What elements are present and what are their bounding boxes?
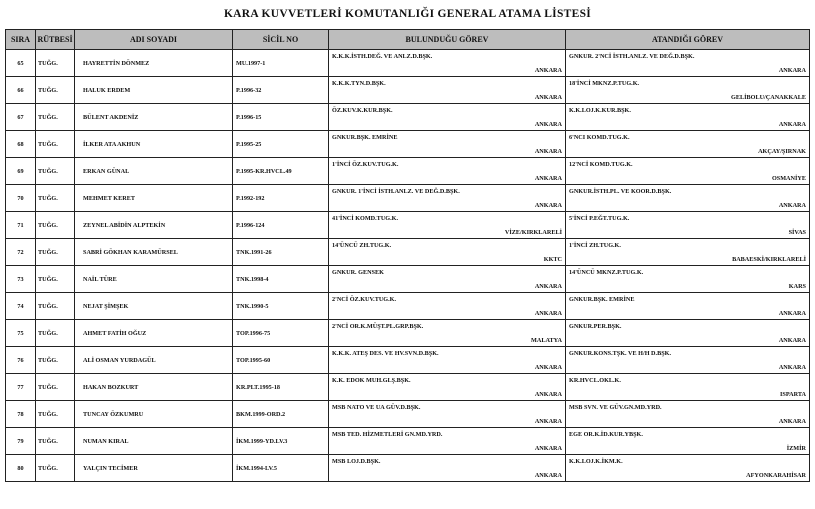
cell-sicil-no: KR.PLT.1995-18 — [233, 374, 329, 401]
unit-text: MSB TED. HİZMETLERİ GN.MD.YRD. — [332, 431, 443, 438]
city-text: ANKARA — [778, 121, 806, 128]
cell-sira: 75 — [6, 320, 36, 347]
cell-sicil-no: TOP.1996-75 — [233, 320, 329, 347]
unit-text: KR.HVCL.OKL.K. — [569, 377, 621, 384]
cell-adi-soyadi: TUNCAY ÖZKUMRU — [75, 401, 233, 428]
cell-sira: 71 — [6, 212, 36, 239]
city-text: AKÇAY/ŞIRNAK — [758, 148, 806, 155]
cell-sicil-no: P.1995-KR.HVCL.49 — [233, 158, 329, 185]
header-rutbesi: RÜTBESİ — [36, 30, 75, 50]
table-header — [6, 30, 810, 50]
cell-adi-soyadi: BÜLENT AKDENİZ — [75, 104, 233, 131]
unit-text: 18'İNCİ MKNZ.P.TUG.K. — [569, 80, 640, 87]
cell-adi-soyadi: AHMET FATİH OĞUZ — [75, 320, 233, 347]
unit-text: ÖZ.KUV.K.KUR.BŞK. — [332, 107, 393, 114]
cell-rutbe: TUĞG. — [36, 320, 75, 347]
city-text: AFYONKARAHİSAR — [746, 472, 806, 479]
table-row — [6, 104, 810, 131]
cell-bulundugu-gorev — [329, 158, 566, 185]
city-text: ANKARA — [534, 283, 562, 290]
table-row — [6, 428, 810, 455]
cell-bulundugu-gorev — [329, 131, 566, 158]
city-text: ANKARA — [778, 310, 806, 317]
cell-atandigi-gorev — [566, 212, 810, 239]
unit-text: 14'ÜNCÜ ZH.TUG.K. — [332, 242, 392, 249]
table-row — [6, 347, 810, 374]
city-text: ANKARA — [534, 67, 562, 74]
table-row — [6, 185, 810, 212]
cell-atandigi-gorev — [566, 131, 810, 158]
assignment-table — [5, 29, 810, 482]
header-row — [6, 30, 810, 50]
cell-sicil-no: TOP.1995-60 — [233, 347, 329, 374]
city-text: ANKARA — [534, 472, 562, 479]
city-text: ANKARA — [778, 67, 806, 74]
cell-bulundugu-gorev — [329, 401, 566, 428]
cell-rutbe: TUĞG. — [36, 293, 75, 320]
city-text: ANKARA — [534, 445, 562, 452]
unit-text: GNKUR.BŞK. EMRİNE — [569, 296, 635, 303]
unit-text: GNKUR.BŞK. EMRİNE — [332, 134, 398, 141]
cell-bulundugu-gorev — [329, 185, 566, 212]
cell-rutbe: TUĞG. — [36, 239, 75, 266]
unit-text: MSB LOJ.D.BŞK. — [332, 458, 381, 465]
unit-text: K.K. EDOK MUH.GLŞ.BŞK. — [332, 377, 411, 384]
unit-text: MSB NATO VE UA GÜV.D.BŞK. — [332, 404, 421, 411]
unit-text: GNKUR. GENSEK — [332, 269, 384, 276]
city-text: ANKARA — [534, 418, 562, 425]
cell-adi-soyadi: ALİ OSMAN YURDAGÜL — [75, 347, 233, 374]
table-row — [6, 212, 810, 239]
cell-bulundugu-gorev — [329, 77, 566, 104]
unit-text: K.K.K.İSTH.DEĞ. VE ANLZ.D.BŞK. — [332, 53, 433, 60]
unit-text: 1'İNCİ ÖZ.KUV.TUG.K. — [332, 161, 399, 168]
cell-bulundugu-gorev — [329, 374, 566, 401]
city-text: ANKARA — [778, 418, 806, 425]
cell-atandigi-gorev — [566, 293, 810, 320]
cell-atandigi-gorev — [566, 401, 810, 428]
cell-sira: 67 — [6, 104, 36, 131]
unit-text: 6'NCI KOMD.TUG.K. — [569, 134, 630, 141]
cell-atandigi-gorev — [566, 428, 810, 455]
cell-sira: 66 — [6, 77, 36, 104]
cell-sira: 77 — [6, 374, 36, 401]
city-text: ANKARA — [534, 310, 562, 317]
cell-adi-soyadi: ERKAN GÜNAL — [75, 158, 233, 185]
city-text: BABAESKİ/KIRKLARELİ — [732, 256, 806, 263]
cell-atandigi-gorev — [566, 104, 810, 131]
city-text: KKTC — [543, 256, 562, 263]
cell-adi-soyadi: HAKAN BOZKURT — [75, 374, 233, 401]
header-sicil-no: SİCİL NO — [233, 30, 329, 50]
table-row — [6, 401, 810, 428]
header-sira: SIRA — [6, 30, 36, 50]
table-row — [6, 374, 810, 401]
city-text: SİVAS — [788, 229, 806, 236]
cell-sicil-no: TNK.1998-4 — [233, 266, 329, 293]
city-text: ANKARA — [534, 364, 562, 371]
unit-text: GNKUR. 1'İNCİ İSTH.ANLZ. VE DEĞ.D.BŞK. — [332, 188, 460, 195]
cell-sicil-no: İKM.1994-LV.5 — [233, 455, 329, 482]
city-text: ANKARA — [534, 121, 562, 128]
unit-text: 2'NCİ ÖZ.KUV.TUG.K. — [332, 296, 397, 303]
cell-sicil-no: P.1996-124 — [233, 212, 329, 239]
unit-text: 5'İNCİ P.EĞT.TUG.K. — [569, 215, 630, 222]
cell-atandigi-gorev — [566, 158, 810, 185]
cell-rutbe: TUĞG. — [36, 212, 75, 239]
cell-sira: 70 — [6, 185, 36, 212]
unit-text: 41'İNCİ KOMD.TUG.K. — [332, 215, 399, 222]
table-row — [6, 77, 810, 104]
cell-rutbe: TUĞG. — [36, 104, 75, 131]
cell-sicil-no: P.1995-25 — [233, 131, 329, 158]
cell-bulundugu-gorev — [329, 428, 566, 455]
cell-atandigi-gorev — [566, 320, 810, 347]
city-text: ANKARA — [534, 202, 562, 209]
cell-rutbe: TUĞG. — [36, 266, 75, 293]
cell-sicil-no: BKM.1999-ORD.2 — [233, 401, 329, 428]
cell-adi-soyadi: NAİL TÜRE — [75, 266, 233, 293]
cell-sicil-no: MU.1997-1 — [233, 50, 329, 77]
cell-rutbe: TUĞG. — [36, 401, 75, 428]
cell-adi-soyadi: İLKER ATA AKHUN — [75, 131, 233, 158]
cell-adi-soyadi: NUMAN KIRAL — [75, 428, 233, 455]
cell-adi-soyadi: HAYRETTİN DÖNMEZ — [75, 50, 233, 77]
cell-atandigi-gorev — [566, 77, 810, 104]
cell-sicil-no: TNK.1990-5 — [233, 293, 329, 320]
cell-rutbe: TUĞG. — [36, 77, 75, 104]
header-adi-soyadi: ADI SOYADI — [75, 30, 233, 50]
unit-text: K.K.LOJ.K.İKM.K. — [569, 458, 623, 465]
cell-sira: 79 — [6, 428, 36, 455]
cell-rutbe: TUĞG. — [36, 428, 75, 455]
cell-bulundugu-gorev — [329, 212, 566, 239]
city-text: İZMİR — [786, 445, 806, 452]
cell-bulundugu-gorev — [329, 293, 566, 320]
cell-atandigi-gorev — [566, 455, 810, 482]
cell-sicil-no: P.1996-32 — [233, 77, 329, 104]
cell-atandigi-gorev — [566, 50, 810, 77]
table-row — [6, 293, 810, 320]
cell-rutbe: TUĞG. — [36, 185, 75, 212]
city-text: OSMANİYE — [771, 175, 806, 182]
unit-text: 12'NCİ KOMD.TUG.K. — [569, 161, 633, 168]
cell-adi-soyadi: NEJAT ŞİMŞEK — [75, 293, 233, 320]
cell-atandigi-gorev — [566, 374, 810, 401]
cell-sicil-no: P.1996-15 — [233, 104, 329, 131]
cell-atandigi-gorev — [566, 266, 810, 293]
cell-sira: 74 — [6, 293, 36, 320]
unit-text: GNKUR.KONS.TŞK. VE H/H D.BŞK. — [569, 350, 671, 357]
cell-sicil-no: TNK.1991-26 — [233, 239, 329, 266]
cell-bulundugu-gorev — [329, 320, 566, 347]
city-text: ANKARA — [534, 391, 562, 398]
table-body — [6, 50, 810, 482]
city-text: ISPARTA — [779, 391, 806, 398]
cell-bulundugu-gorev — [329, 104, 566, 131]
cell-sicil-no: P.1992-192 — [233, 185, 329, 212]
cell-sira: 65 — [6, 50, 36, 77]
cell-sira: 78 — [6, 401, 36, 428]
unit-text: K.K.K.TYN.D.BŞK. — [332, 80, 386, 87]
cell-sira: 68 — [6, 131, 36, 158]
city-text: ANKARA — [534, 94, 562, 101]
city-text: KARS — [788, 283, 806, 290]
cell-rutbe: TUĞG. — [36, 347, 75, 374]
header-atandigi-gorev: ATANDIĞI GÖREV — [566, 30, 810, 50]
table-row — [6, 158, 810, 185]
table-row — [6, 239, 810, 266]
cell-sira: 76 — [6, 347, 36, 374]
table-row — [6, 455, 810, 482]
cell-adi-soyadi: HALUK ERDEM — [75, 77, 233, 104]
cell-sira: 73 — [6, 266, 36, 293]
unit-text: GNKUR.PER.BŞK. — [569, 323, 622, 330]
table-row — [6, 131, 810, 158]
unit-text: MSB SVN. VE GÜV.GN.MD.YRD. — [569, 404, 662, 411]
unit-text: 14'ÜNCÜ MKNZ.P.TUG.K. — [569, 269, 644, 276]
table-row — [6, 50, 810, 77]
cell-atandigi-gorev — [566, 347, 810, 374]
cell-bulundugu-gorev — [329, 347, 566, 374]
cell-rutbe: TUĞG. — [36, 374, 75, 401]
cell-sira: 72 — [6, 239, 36, 266]
cell-bulundugu-gorev — [329, 455, 566, 482]
cell-adi-soyadi: ZEYNEL ABİDİN ALPTEKİN — [75, 212, 233, 239]
header-bulundugu-gorev: BULUNDUĞU GÖREV — [329, 30, 566, 50]
table-row — [6, 266, 810, 293]
unit-text: 2'NCİ OR.K.MÜŞT.PL.GRP.BŞK. — [332, 323, 424, 330]
cell-rutbe: TUĞG. — [36, 50, 75, 77]
cell-bulundugu-gorev — [329, 239, 566, 266]
cell-sicil-no: İKM.1999-YD.LV.3 — [233, 428, 329, 455]
city-text: ANKARA — [534, 175, 562, 182]
cell-bulundugu-gorev — [329, 50, 566, 77]
city-text: GELİBOLU/ÇANAKKALE — [731, 94, 806, 101]
unit-text: GNKUR.İSTH.PL. VE KOOR.D.BŞK. — [569, 188, 672, 195]
cell-atandigi-gorev — [566, 239, 810, 266]
city-text: VİZE/KIRKLARELİ — [504, 229, 562, 236]
page-title: KARA KUVVETLERİ KOMUTANLIĞI GENERAL ATAMA LİSTESİ — [223, 8, 592, 20]
unit-text: K.K.LOJ.K.KUR.BŞK. — [569, 107, 631, 114]
city-text: ANKARA — [534, 148, 562, 155]
unit-text: EGE OR.K.İD.KUR.YBŞK. — [569, 431, 643, 438]
cell-adi-soyadi: SABRİ GÖKHAN KARAMÜRSEL — [75, 239, 233, 266]
table-row — [6, 320, 810, 347]
cell-rutbe: TUĞG. — [36, 131, 75, 158]
cell-rutbe: TUĞG. — [36, 158, 75, 185]
cell-sira: 80 — [6, 455, 36, 482]
city-text: ANKARA — [778, 364, 806, 371]
city-text: MALATYA — [531, 337, 562, 344]
city-text: ANKARA — [778, 202, 806, 209]
unit-text: K.K.K. ATEŞ DES. VE HV.SVN.D.BŞK. — [332, 350, 439, 357]
cell-adi-soyadi: MEHMET KERET — [75, 185, 233, 212]
city-text: ANKARA — [778, 337, 806, 344]
cell-atandigi-gorev — [566, 185, 810, 212]
cell-adi-soyadi: YALÇIN TECİMER — [75, 455, 233, 482]
cell-bulundugu-gorev — [329, 266, 566, 293]
cell-rutbe: TUĞG. — [36, 455, 75, 482]
unit-text: 1'İNCİ ZH.TUG.K. — [569, 242, 621, 249]
cell-sira: 69 — [6, 158, 36, 185]
unit-text: GNKUR. 2'NCİ İSTH.ANLZ. VE DEĞ.D.BŞK. — [569, 53, 695, 60]
